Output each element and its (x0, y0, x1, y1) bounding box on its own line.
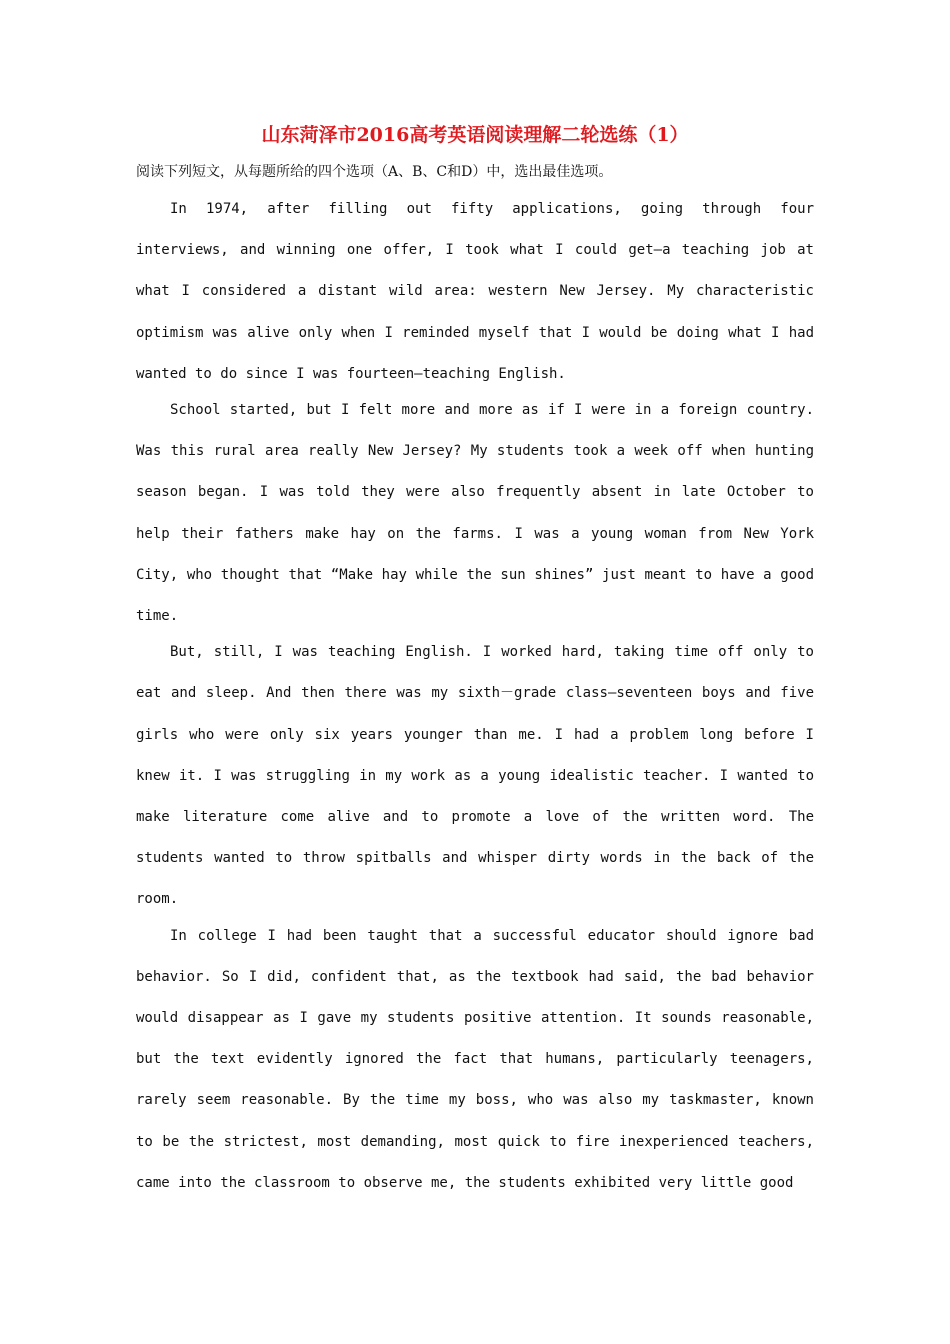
passage-paragraph-4: In college I had been taught that a successful educator should ignore bad behavior. So I did, confident that, as the textbook had said, the bad behavior would disappear as I gave my students positive attention. It sounds reasonable, but the text evidently ignored the fact that humans, particularly teenagers, rarely seem reasonable. By the time my boss, who was also my taskmaster, known to be the strictest, most demanding, most quick to fire inexperienced teachers, came into the classroom to observe me, the students exhibited very little good (136, 927, 814, 1191)
passage-paragraph-1: In 1974, after filling out fifty applications, going through four interviews, and winning one offer, I took what I could get—a teaching job at what I considered a distant wild area: western New Jersey. My characteristic optimism was alive only when I reminded myself that I would be doing what I had wanted to do since I was fourteen—teaching English. (136, 201, 814, 382)
passage-paragraph-3: But, still, I was teaching English. I worked hard, taking time off only to eat and sleep. And then there was my sixth－grade class—seventeen boys and five girls who were only six years younger than me. I had a problem long before I knew it. I was struggling in my work as a young idealistic teacher. I wanted to make literature come alive and to promote a love of the written word. The students wanted to throw spitballs and whisper dirty words in the back of the room. (136, 644, 814, 908)
document-title: 山东菏泽市2016高考英语阅读理解二轮选练（1） (261, 124, 689, 146)
passage-paragraph-2: School started, but I felt more and more as if I were in a foreign country. Was this rural area really New Jersey? My students took a week off when hunting season began. I was told they were also frequently absent in late October to help their fathers make hay on the farms. I was a young woman from New York City, who thought that “Make hay while the sun shines” just meant to have a good time. (136, 402, 814, 625)
passage (136, 189, 814, 1204)
instruction-text: 阅读下列短文，从每题所给的四个选项（A、B、C和D）中，选出最佳选项。 (136, 164, 613, 180)
